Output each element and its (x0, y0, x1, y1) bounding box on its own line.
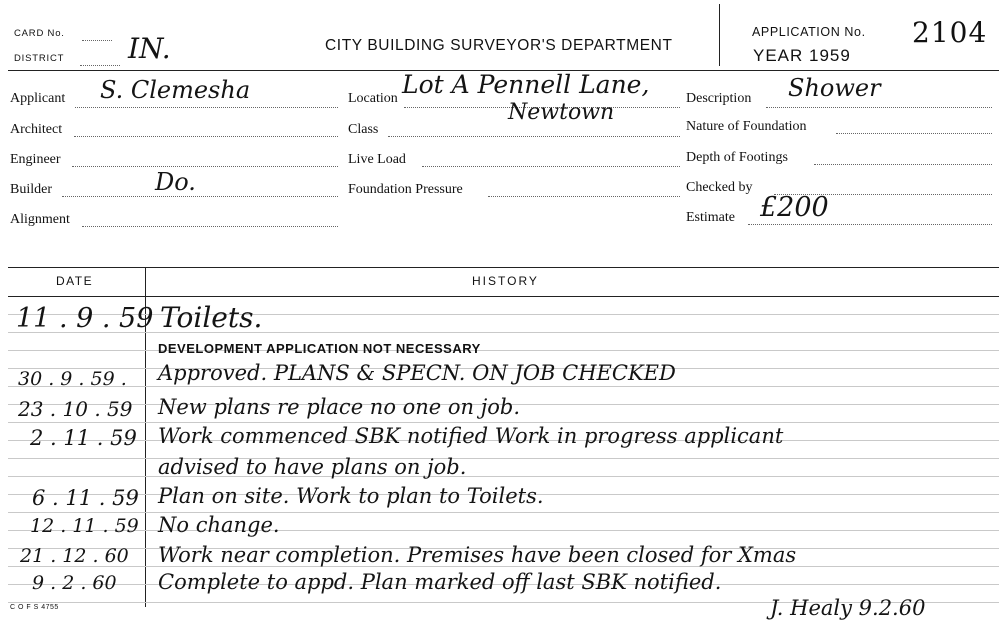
depth-of-footings-line (814, 164, 992, 165)
ruled-line (8, 332, 999, 333)
history-top-border (8, 267, 999, 268)
foundation-pressure-label: Foundation Pressure (348, 182, 463, 197)
card-no-label: CARD No. (14, 28, 65, 39)
application-box-left-border (719, 4, 720, 66)
history-row-text: Plan on site. Work to plan to Toilets. (158, 484, 544, 508)
estimate-line (748, 224, 992, 225)
applicant-value: S. Clemesha (100, 76, 251, 104)
description-label: Description (686, 91, 752, 106)
history-row-date: 9 . 2 . 60 (32, 572, 117, 594)
history-row-date: 11 . 9 . 59 (16, 303, 154, 334)
district-value: IN. (128, 32, 171, 65)
alignment-line (82, 226, 338, 227)
district-line (80, 65, 120, 66)
depth-of-footings-label: Depth of Footings (686, 150, 788, 165)
estimate-value: £200 (760, 192, 829, 223)
class-label: Class (348, 122, 379, 137)
department-title: CITY BUILDING SURVEYOR'S DEPARTMENT (325, 37, 673, 54)
builder-label: Builder (10, 182, 52, 197)
history-row-text: advised to have plans on job. (158, 455, 467, 479)
history-row-text: No change. (158, 513, 280, 537)
history-row-text: Toilets. (160, 301, 263, 334)
location-label: Location (348, 91, 398, 106)
ruled-line (8, 386, 999, 387)
card-no-line (82, 40, 112, 41)
live-load-line (422, 166, 680, 167)
application-no-label: APPLICATION No. (752, 25, 866, 39)
history-row-text: Approved. PLANS & SPECN. ON JOB CHECKED (158, 361, 676, 385)
ruled-line (8, 512, 999, 513)
ruled-line (8, 350, 999, 351)
description-value: Shower (788, 74, 881, 102)
history-row-date: 21 . 12 . 60 (20, 545, 129, 567)
history-row-date: 23 . 10 . 59 (18, 397, 133, 421)
application-no-value: 2104 (912, 16, 988, 49)
foundation-pressure-line (488, 196, 680, 197)
history-row-text: Work near completion. Premises have been closed for Xmas (158, 543, 797, 567)
ruled-line (8, 314, 999, 315)
history-row-text: New plans re place no one on job. (158, 395, 521, 419)
history-row-text: Work commenced SBK notified Work in progress applicant (158, 424, 784, 448)
builder-value: Do. (155, 168, 196, 196)
builder-line (62, 196, 338, 197)
checked-by-label: Checked by (686, 180, 753, 195)
district-label: DISTRICT (14, 53, 65, 64)
alignment-label: Alignment (10, 212, 70, 227)
nature-of-foundation-label: Nature of Foundation (686, 119, 807, 134)
form-code: C O F S 4755 (10, 604, 59, 611)
date-column-header: DATE (56, 274, 94, 288)
engineer-line (72, 166, 338, 167)
estimate-label: Estimate (686, 210, 735, 225)
history-row-date: 2 . 11 . 59 (30, 426, 137, 450)
location-value-line-2: Newtown (508, 100, 615, 125)
history-row-date: 30 . 9 . 59 . (18, 368, 127, 390)
engineer-label: Engineer (10, 152, 61, 167)
architect-line (74, 136, 338, 137)
class-line (388, 136, 680, 137)
architect-label: Architect (10, 122, 63, 137)
history-row-date: 12 . 11 . 59 (30, 515, 139, 537)
history-row-stamp: DEVELOPMENT APPLICATION NOT NECESSARY (158, 341, 481, 356)
ruled-line (8, 476, 999, 477)
location-value: Lot A Pennell Lane, (402, 70, 650, 99)
year-label: YEAR 1959 (753, 46, 851, 65)
history-header-divider (8, 296, 999, 297)
ruled-line (8, 530, 999, 531)
live-load-label: Live Load (348, 152, 406, 167)
signature: J. Healy 9.2.60 (770, 596, 926, 620)
ruled-line (8, 422, 999, 423)
history-row-text: Complete to appd. Plan marked off last SBK notified. (158, 570, 722, 594)
description-line (766, 107, 992, 108)
applicant-label: Applicant (10, 91, 66, 106)
applicant-line (75, 107, 338, 108)
history-row-date: 6 . 11 . 59 (32, 486, 139, 510)
ruled-line (8, 458, 999, 459)
nature-of-foundation-line (836, 133, 992, 134)
history-column-header: HISTORY (472, 274, 539, 288)
